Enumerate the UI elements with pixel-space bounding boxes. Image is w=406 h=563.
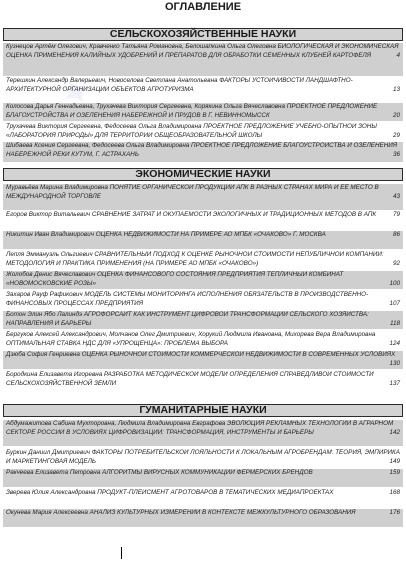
entry-title: ПРОЕКТНОЕ ПРЕДЛОЖЕНИЕ УЧЕБНО-ОПЫТНОЙ ЗОНЫ «ЛАБОРАТОРИЯ ПРИРОДЫ» ДЛЯ ТЕРРИТОРИИ ОБЩЕОБРАЗОВАТЕЛЬНОЙ ШКОЛЫ bbox=[6, 123, 377, 139]
entry-authors: Буркин Даниил Дмитриевич bbox=[6, 449, 90, 456]
entry-title: БИОЛОГИЧЕСКАЯ И ЭКОНОМИЧЕСКАЯ ОЦЕНКА ПРИМЕНЕНИЯ КАЛИЙНЫХ УДОБРЕНИЙ И ПРЕПАРАТОВ ДЛЯ ОБРАБОТКИ СЕМЕННЫХ КЛУБНЕЙ КАРТОФЕЛЯ bbox=[6, 43, 399, 59]
entry-page: 176 bbox=[389, 509, 400, 516]
toc-entry[interactable] bbox=[3, 291, 403, 309]
entry-authors: Терешкин Александр Валерьевич, Новоселова Светлана Анатольевна bbox=[6, 77, 218, 84]
entry-page: 79 bbox=[392, 211, 400, 218]
toc-entry[interactable] bbox=[3, 142, 403, 162]
entry-page: 36 bbox=[392, 150, 400, 158]
entry-authors: Бергуков Алексей Александрович, Молчанов Олег Дмитриевич, Хорукий Людмила Ивановна, Михорева Вера Владимировна bbox=[6, 331, 376, 338]
toc-entry[interactable] bbox=[3, 231, 403, 249]
entry-page: 149 bbox=[389, 457, 400, 465]
entry-authors: Окунева Мария Алексеевна bbox=[6, 509, 88, 516]
toc-entry[interactable] bbox=[3, 311, 403, 329]
entry-page: 86 bbox=[392, 231, 400, 238]
entry-page: 4 bbox=[396, 51, 400, 59]
toc-entry[interactable] bbox=[3, 123, 403, 141]
toc-entry[interactable] bbox=[3, 271, 403, 289]
entry-page: 159 bbox=[389, 469, 400, 476]
toc-entry[interactable] bbox=[3, 489, 403, 507]
entry-page: 168 bbox=[389, 489, 400, 496]
entry-authors: Дзюба София Генриевна bbox=[6, 351, 80, 358]
entry-authors: Шибаева Ксения Сергеевна, Федосеева Ольга Владимировна bbox=[6, 142, 190, 149]
entry-title: ПРОЕКТНОЕ ПРЕДЛОЖЕНИЕ БЛАГОУСТРОЙСТВА И ОЗЕЛЕНЕНИЯ НАБЕРЕЖНОЙ И ПРУДОВ В Г. НЕВИННОМЫССК bbox=[6, 103, 378, 119]
entry-page: 29 bbox=[392, 131, 400, 139]
entry-authors: Абдумажитова Сабина Мухторовна, Людмила Владимировна Евграфова bbox=[6, 420, 226, 427]
entry-title: ПРОЕКТНОЕ ПРЕДЛОЖЕНИЕ БЛАГОУСТРОЙСТВА И ОЗЕЛЕНЕНИЯ НАБЕРЕЖНОЙ РЕКИ КУТУМ, Г. АСТРАХАНЬ bbox=[6, 142, 398, 158]
section-header-econ: ЭКОНОМИЧЕСКИЕ НАУКИ bbox=[3, 168, 403, 181]
toc-entry[interactable] bbox=[3, 469, 403, 487]
entry-title: ПОНЯТИЕ ОРГАНИЧЕСКОЙ ПРОДУКЦИИ АПК В РАЗНЫХ СТРАНАХ МИРА И ЕЁ МЕСТО В МЕЖДУНАРОДНОЙ ТОРГОВЛЕ bbox=[6, 184, 379, 200]
section-header-agri: СЕЛЬСКОХОЗЯЙСТВЕННЫЕ НАУКИ bbox=[3, 28, 403, 41]
entry-authors: Егоров Виктор Витальевич bbox=[6, 211, 91, 218]
toc-entry[interactable] bbox=[3, 420, 403, 446]
entry-title: ЭВОЛЮЦИЯ РЕКЛАМНЫХ ТЕХНОЛОГИЙ В АГРАРНОМ СЕКТОРЕ РОССИИ В УСЛОВИЯХ ЦИФРОВИЗАЦИИ: ТРАНСФОРМАЦИЯ, ИНСТРУМЕНТЫ И БАРЬЕРЫ bbox=[6, 420, 394, 436]
entry-title: АГРОФОРСАЙТ КАК ИНСТРУМЕНТ ЦИФРОВОЙ ТРАНСФОРМАЦИИ СЕЛЬСКОГО ХОЗЯЙСТВА: НАПРАВЛЕНИЯ И БАРЬЕРЫ bbox=[6, 311, 369, 327]
entry-page: 43 bbox=[392, 192, 400, 200]
entry-page: 124 bbox=[389, 339, 400, 347]
entry-title: МОДЕЛЬ СИСТЕМЫ МОНИТОРИНГА ИСПОЛНЕНИЯ ОБЯЗАТЕЛЬСТВ В ПРОИЗВОДСТВЕННО-ФИНАНСОВЫХ ПРОЦЕССАХ ПРЕДПРИЯТИЯ bbox=[6, 291, 369, 307]
entry-title: ПРОДУКТ-ПЛЕЙСМЕНТ АГРОТОВАРОВ В ТЕМАТИЧЕСКИХ МЕДИАПРОЕКТАХ bbox=[97, 489, 334, 496]
toc-entry[interactable] bbox=[3, 184, 403, 210]
entry-authors: Ракчеева Елизавета Петровна bbox=[6, 469, 101, 476]
entry-page: 100 bbox=[389, 279, 400, 287]
entry-authors: Жолобов Денис Вячеславович bbox=[6, 271, 96, 278]
section-header-hum: ГУМАНИТАРНЫЕ НАУКИ bbox=[3, 404, 403, 417]
entry-title: ФАКТОРЫ УСТОЙЧИВОСТИ ЛАНДШАФТНО-АРХИТЕКТУРНОЙ ОРГАНИЗАЦИИ ОБЪЕКТОВ АГРОТУРИЗМА bbox=[6, 77, 353, 93]
entry-title: СРАВНЕНИЕ ЗАТРАТ И ОКУПАЕМОСТИ ЭКОЛОГИЧНЫХ И ТРАДИЦИОННЫХ МЕТОДОВ В АПК bbox=[91, 211, 377, 218]
toc-entry[interactable] bbox=[3, 371, 403, 395]
entry-title: АЛГОРИТМЫ ВИРУСНЫХ КОММУНИКАЦИЙ ФЕРМЕРСКИХ БРЕНДОВ bbox=[102, 469, 313, 476]
toc-entry[interactable] bbox=[3, 43, 403, 76]
entry-page: 92 bbox=[392, 259, 400, 267]
watermark: ✦ bbox=[49, 64, 104, 122]
toc-entry[interactable] bbox=[3, 103, 403, 121]
toc-entry[interactable] bbox=[3, 211, 403, 229]
entry-title: СРАВНИТЕЛЬНЫЙ ПОДХОД К ОЦЕНКЕ РЫНОЧНОЙ СТОИМОСТИ НЕПУБЛИЧНОЙ КОМПАНИИ: МЕТОДОЛОГИЯ И ПРАКТИКА ПРИМЕНЕНИЯ (НА ПРИМЕРЕ АО МПБК «ОЧАКОВО») bbox=[6, 251, 384, 267]
entry-page: 20 bbox=[392, 111, 400, 119]
text-cursor bbox=[121, 547, 122, 559]
entry-title: ОЦЕНКА ФИНАНСОВОГО СОСТОЯНИЯ ПРЕДПРИЯТИЯ ТЕПЛИЧНЫЙ КОМБИНАТ «НОВОМОСКОВСКИЕ РОЗЫ» bbox=[6, 271, 344, 287]
entry-title: ФАКТОРЫ ПОТРЕБИТЕЛЬСКОЙ ЛОЯЛЬНОСТИ К ЛОКАЛЬНЫМ АГРОБРЕНДАМ: ТЕОРИЯ, ЭМПИРИКА И МАРКЕТИНГОВАЯ МОДЕЛЬ bbox=[6, 449, 400, 465]
entry-authors: Ботон Элин Ябо Лалиндэ bbox=[6, 311, 83, 318]
entry-title: РАЗРАБОТКА МЕТОДИЧЕСКОЙ МОДЕЛИ ОПРЕДЕЛЕНИЯ СПРАВЕДЛИВОЙ СТОИМОСТИ СЕЛЬСКОХОЗЯЙСТВЕННОЙ ЗЕМЛИ bbox=[6, 371, 374, 387]
entry-title: ОПТИМАЛЬНАЯ СТАВКА НДС ДЛЯ «УПРОЩЕНЦА»: ПРОБЛЕМА ВЫБОРА bbox=[6, 339, 228, 347]
entry-page: 130 bbox=[389, 359, 400, 367]
entry-page: 13 bbox=[392, 85, 400, 93]
entry-page: 137 bbox=[389, 379, 400, 387]
entry-page: 118 bbox=[389, 319, 400, 327]
entry-page: 142 bbox=[389, 428, 400, 436]
entry-authors: Муравьёва Марина Владимировна bbox=[6, 184, 108, 191]
toc-entry[interactable] bbox=[3, 77, 403, 102]
entry-authors: Никитин Иван Владимирович bbox=[6, 231, 94, 238]
entry-authors: Кузнецов Артём Олегович, Кравченко Татьяна Романовна, Белошапкина Ольга Олеговна bbox=[6, 43, 276, 50]
entry-authors: Захаров Рауф Рафикович bbox=[6, 291, 83, 298]
entry-title: АНАЛИЗ КУЛЬТУРНЫХ ИЗМЕРЕНИЙ В КОНТЕКСТЕ МЕЖКУЛЬТУРНОГО ОБРАЗОВАНИЯ bbox=[89, 509, 356, 516]
entry-authors: Трухачева Виктория Сергеевна, Федосеева Ольга Владимировна bbox=[6, 123, 202, 130]
entry-authors: Колосова Дарья Геннадьевна, Трухачева Виктория Сергеевна, Корякина Ольга Вячеславовна bbox=[6, 103, 285, 110]
toc-entry[interactable] bbox=[3, 251, 403, 269]
entry-authors: Бородкина Елизавета Игоревна bbox=[6, 371, 103, 378]
entry-authors: Лепля Эммануэль Ольгиевич bbox=[6, 251, 93, 258]
toc-entry[interactable] bbox=[3, 449, 403, 467]
toc-entry[interactable] bbox=[3, 351, 403, 369]
entry-page: 107 bbox=[389, 299, 400, 307]
entry-title: ОЦЕНКА РЫНОЧНОЙ СТОИМОСТИ КОММЕРЧЕСКОЙ НЕДВИЖИМОСТИ В СОВРЕМЕННЫХ УСЛОВИЯХ bbox=[81, 351, 396, 358]
entry-authors: Зверева Юлия Александровна bbox=[6, 489, 96, 496]
toc-entry[interactable] bbox=[3, 331, 403, 349]
toc-entry[interactable] bbox=[3, 509, 403, 527]
entry-title: ОЦЕНКА НЕДВИЖИМОСТИ НА ПРИМЕРЕ АО МПБК «ОЧАКОВО» Г. МОСКВА bbox=[95, 231, 326, 238]
toc-title: ОГЛАВЛЕНИЕ bbox=[164, 1, 242, 13]
